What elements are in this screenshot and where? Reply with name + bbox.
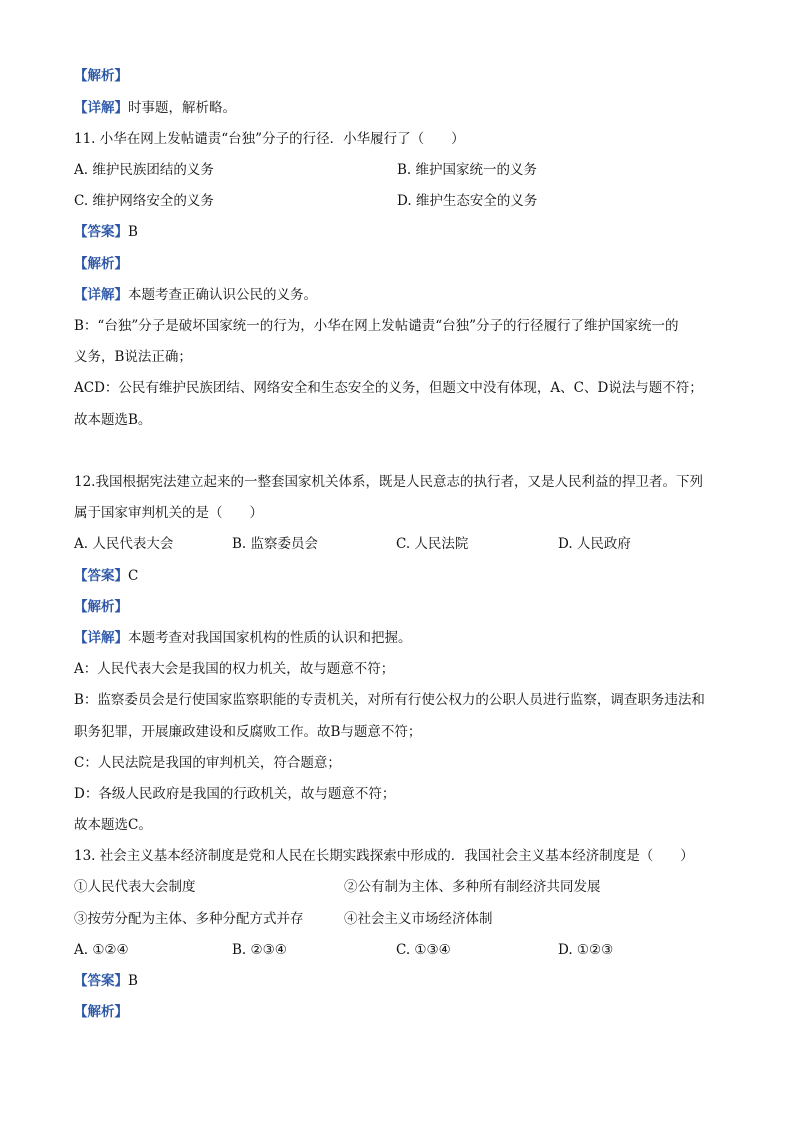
q12-option-c: C. 人民法院	[396, 536, 469, 552]
q11-analysis-tag: 【解析】	[74, 256, 128, 272]
q12-stem-line2: 属于国家审判机关的是（ ）	[74, 505, 263, 521]
q12-detail-line: D：各级人民政府是我国的行政机关，故与题意不符；	[74, 786, 396, 802]
q12-detail	[74, 628, 412, 648]
q11-detail-line: 故本题选B。	[74, 412, 152, 428]
q12-option-b: B. 监察委员会	[232, 536, 319, 552]
q12-detail-tag: 【详解】	[74, 630, 128, 646]
q13-item-3: ③按劳分配为主体、多种分配方式并存	[74, 911, 304, 927]
q13-answer-tag: 【答案】	[74, 973, 128, 989]
q10-analysis-tag: 【解析】	[74, 68, 128, 84]
q11-option-a: A. 维护民族团结的义务	[74, 162, 214, 178]
q12-stem-line1: 12.我国根据宪法建立起来的一整套国家机关体系，既是人民意志的执行者，又是人民利益的捍卫者。下列	[74, 474, 703, 490]
q13-item-4: ④社会主义市场经济体制	[344, 911, 493, 927]
q10-detail-tag: 【详解】	[74, 100, 128, 116]
q11-detail	[74, 285, 317, 305]
q12-detail-line: 职务犯罪，开展廉政建设和反腐败工作。故B与题意不符；	[74, 724, 422, 740]
q10-detail	[74, 98, 236, 118]
q12-answer-tag: 【答案】	[74, 568, 128, 584]
q11-stem: 11. 小华在网上发帖谴责“台独”分子的行径．小华履行了（ ）	[74, 131, 465, 147]
q11-detail-line: ACD：公民有维护民族团结、网络安全和生态安全的义务，但题文中没有体现，A、C、D说法与题不符；	[74, 380, 703, 396]
q12-option-a: A. 人民代表大会	[74, 536, 174, 552]
q11-detail-text: 本题考查正确认识公民的义务。	[128, 287, 317, 303]
q13-item-1: ①人民代表大会制度	[74, 879, 196, 895]
q11-detail-tag: 【详解】	[74, 287, 128, 303]
q13-stem: 13. 社会主义基本经济制度是党和人民在长期实践探索中形成的．我国社会主义基本经济制度是（ ）	[74, 848, 694, 864]
q13-option-d: D. ①②③	[558, 942, 614, 958]
q12-analysis-tag: 【解析】	[74, 599, 128, 615]
q12-option-d: D. 人民政府	[558, 536, 631, 552]
q13-item-2: ②公有制为主体、多种所有制经济共同发展	[344, 879, 601, 895]
q11-answer-tag: 【答案】	[74, 224, 128, 240]
q13-option-a: A. ①②④	[74, 942, 129, 958]
q13-analysis-tag: 【解析】	[74, 1004, 128, 1020]
q12-detail-line: C：人民法院是我国的审判机关，符合题意；	[74, 755, 341, 771]
q13-option-c: C. ①③④	[396, 942, 451, 958]
q12-detail-line: 故本题选C。	[74, 817, 152, 833]
q13-answer	[74, 971, 138, 991]
q10-detail-text: 时事题，解析略。	[128, 100, 236, 116]
q11-option-c: C. 维护网络安全的义务	[74, 193, 214, 209]
q11-answer	[74, 222, 138, 242]
q11-detail-line: 义务，B说法正确；	[74, 349, 192, 365]
q11-answer-value: B	[128, 224, 138, 240]
q13-option-b: B. ②③④	[232, 942, 287, 958]
q11-option-b: B. 维护国家统一的义务	[397, 162, 538, 178]
q12-detail-line: A：人民代表大会是我国的权力机关，故与题意不符；	[74, 661, 395, 677]
q13-answer-value: B	[128, 973, 138, 989]
q12-detail-text: 本题考查对我国国家机构的性质的认识和把握。	[128, 630, 412, 646]
q11-detail-line: B：“台独”分子是破坏国家统一的行为，小华在网上发帖谴责“台独”分子的行径履行了维护国家统一的	[74, 318, 679, 334]
q11-option-d: D. 维护生态安全的义务	[397, 193, 538, 209]
q12-detail-line: B：监察委员会是行使国家监察职能的专责机关，对所有行使公权力的公职人员进行监察，调查职务违法和	[74, 692, 705, 708]
q12-answer-value: C	[128, 568, 139, 584]
q12-answer	[74, 566, 138, 586]
